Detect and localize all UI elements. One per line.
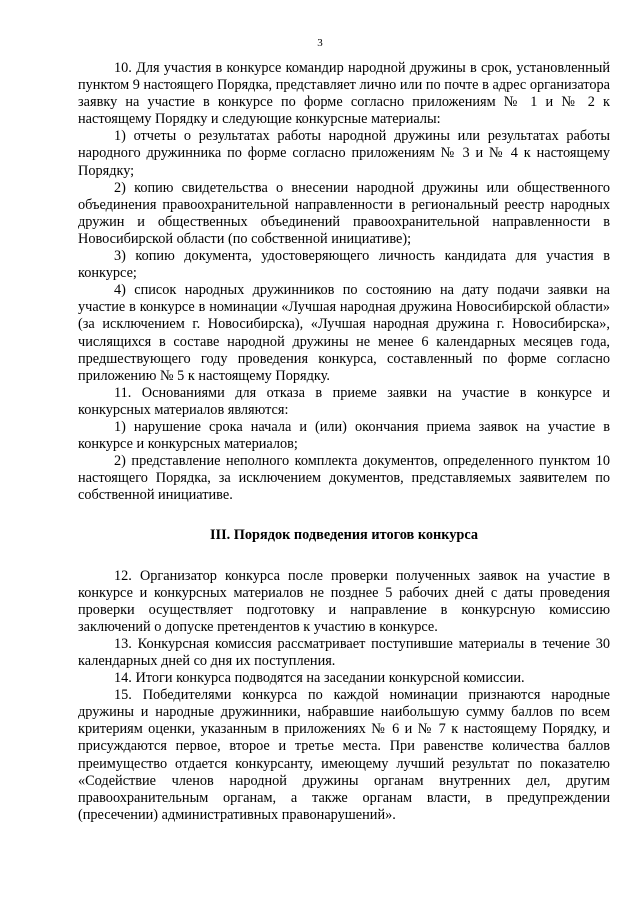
paragraph-10: 10. Для участия в конкурсе командир народной дружины в срок, установленный пунктом 9 настоящего Порядка, представляет лично или по почте в адрес организатора заявку на участие в конкурсе по форме согласно приложениям № 1 и № 2 к настоящему Порядку и следующие конкурсные материалы: [78,60,610,128]
paragraph-15: 15. Победителями конкурса по каждой номинации признаются народные дружины и народные дружинники, набравшие наибольшую сумму баллов по всем критериям оценки, указанным в приложениях № 6 и № 7 к настоящему Порядку, и присуждаются первое, второе и третье места. При равенстве количества баллов преимущество отдается конкурсанту, имеющему лучший результат по показателю «Содействие членов народной дружины органам внутренних дел, другим правоохранительным органам, а также органам власти, в предупреждении (пресечении) административных правонарушений». [78,687,610,823]
paragraph-11: 11. Основаниями для отказа в приеме заявки на участие в конкурсе и конкурсных материалов являются: [78,384,610,418]
paragraph-10-item-4: 4) список народных дружинников по состоянию на дату подачи заявки на участие в конкурсе в номинации «Лучшая народная дружина Новосибирской области» (за исключением г. Новосибирска), «Лучшая народная дружина г. Новосибирска», числящихся в составе народной дружины не менее 6 календарных месяцев года, предшествующего году проведения конкурса, составленный по форме согласно приложению № 5 к настоящему Порядку. [78,282,610,384]
paragraph-14: 14. Итоги конкурса подводятся на заседании конкурсной комиссии. [114,670,525,687]
paragraph-13: 13. Конкурсная комиссия рассматривает поступившие материалы в течение 30 календарных дней со дня их поступления. [78,635,610,669]
section-heading: III. Порядок подведения итогов конкурса [209,527,479,544]
paragraph-12: 12. Организатор конкурса после проверки полученных заявок на участие в конкурсе и конкурсных материалов не позднее 5 рабочих дней с даты проведения проверки осуществляет подготовку и направление в конкурсную комиссию заключений о допуске претендентов к участию в конкурсе. [78,567,610,635]
page-number: 3 [317,37,323,49]
paragraph-11-item-1: 1) нарушение срока начала и (или) окончания приема заявок на участие в конкурсе и конкурсных материалов; [78,418,610,453]
document-body [78,60,610,824]
paragraph-10-item-3: 3) копию документа, удостоверяющего личность кандидата для участия в конкурсе; [78,248,610,282]
paragraph-10-item-2: 2) копию свидетельства о внесении народной дружины или общественного объединения правоохранительной направленности в региональный реестр народных дружин и общественных объединений правоохранительной направленности в Новосибирской области (по собственной инициативе); [78,179,610,247]
paragraph-10-item-1: 1) отчеты о результатах работы народной дружины или результатах работы народного дружинника по форме согласно приложениям № 3 и № 4 к настоящему Порядку; [78,128,610,179]
paragraph-11-item-2: 2) представление неполного комплекта документов, определенного пунктом 10 настоящего Порядка, за исключением документов, представляемых заявителем по собственной инициативе. [78,453,610,504]
